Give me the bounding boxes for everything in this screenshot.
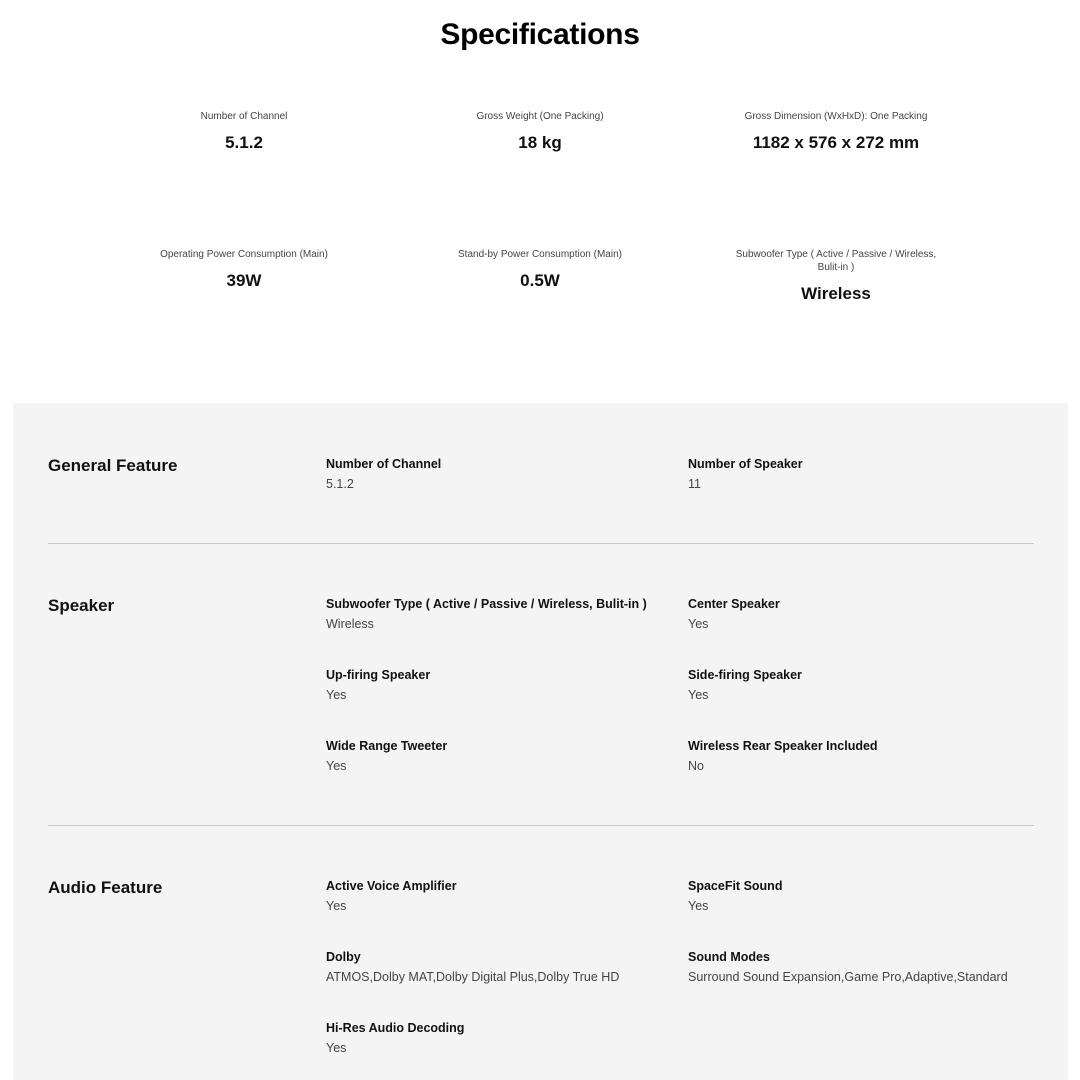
spec-label: Up-firing Speaker [326,668,431,682]
highlight-value: 1182 x 576 x 272 mm [752,133,920,152]
highlight-label: Stand-by Power Consumption (Main) [458,249,622,260]
spec-label: Active Voice Amplifier [326,879,457,893]
spec-item [688,596,780,632]
section-audio-feature [48,878,1034,1078]
spec-label: Sound Modes [688,950,770,964]
spec-label: Dolby [326,950,361,964]
spec-table [13,403,1068,1080]
spec-item [688,456,803,492]
highlight-label: Subwoofer Type ( Active / Passive / Wireless, Bulit-in ) [735,249,937,273]
section-title: General Feature [48,456,178,475]
highlight-gross-weight [392,110,688,248]
highlight-subwoofer-type [688,248,984,386]
highlight-label: Gross Weight (One Packing) [476,111,604,122]
spec-label: Center Speaker [688,597,780,611]
highlight-value: 39W [226,271,262,290]
spec-label: Wireless Rear Speaker Included [688,739,878,753]
spec-value: Yes [688,617,709,631]
spec-item [688,738,878,774]
spec-value: No [688,759,704,773]
highlight-value: 0.5W [520,271,560,290]
highlight-label: Gross Dimension (WxHxD): One Packing [744,111,928,122]
highlight-operating-power [96,248,392,386]
spec-item [326,667,430,703]
spec-item [326,738,447,774]
section-general-feature [48,456,1034,546]
spec-item [688,667,802,703]
section-title: Audio Feature [48,878,163,897]
spec-value: 5.1.2 [326,477,354,491]
spec-value: 11 [688,477,701,491]
highlight-value: Wireless [801,284,871,303]
section-divider [48,543,1034,544]
spec-label: Number of Speaker [688,457,803,471]
section-speaker [48,596,1034,826]
spec-item [688,949,1008,985]
spec-value: Yes [326,899,347,913]
page-title: Specifications [440,18,640,51]
spec-value: ATMOS,Dolby MAT,Dolby Digital Plus,Dolby True HD [326,970,620,984]
highlight-label: Number of Channel [200,111,288,122]
spec-item [326,949,619,985]
spec-value: Surround Sound Expansion,Game Pro,Adaptive,Standard [688,970,1008,984]
highlight-standby-power [392,248,688,386]
spec-label: Subwoofer Type ( Active / Passive / Wireless, Bulit-in ) [326,597,647,611]
section-title: Speaker [48,596,115,615]
highlight-number-of-channel [96,110,392,248]
spec-item [326,1020,464,1056]
spec-value: Wireless [326,617,374,631]
spec-item [688,878,782,914]
spec-label: Wide Range Tweeter [326,739,448,753]
spec-label: SpaceFit Sound [688,879,783,893]
highlight-label: Operating Power Consumption (Main) [160,249,328,260]
spec-value: Yes [326,688,347,702]
spec-value: Yes [688,899,709,913]
spec-value: Yes [326,1041,347,1055]
spec-highlights [96,110,984,386]
spec-value: Yes [326,759,347,773]
spec-value: Yes [688,688,709,702]
spec-item [326,596,647,632]
highlight-value: 18 kg [518,133,562,152]
highlight-value: 5.1.2 [225,133,263,152]
spec-label: Side-firing Speaker [688,668,802,682]
spec-item [326,456,441,492]
spec-label: Number of Channel [326,457,442,471]
spec-label: Hi-Res Audio Decoding [326,1021,465,1035]
section-divider [48,825,1034,826]
highlight-gross-dimension [688,110,984,248]
spec-item [326,878,457,914]
